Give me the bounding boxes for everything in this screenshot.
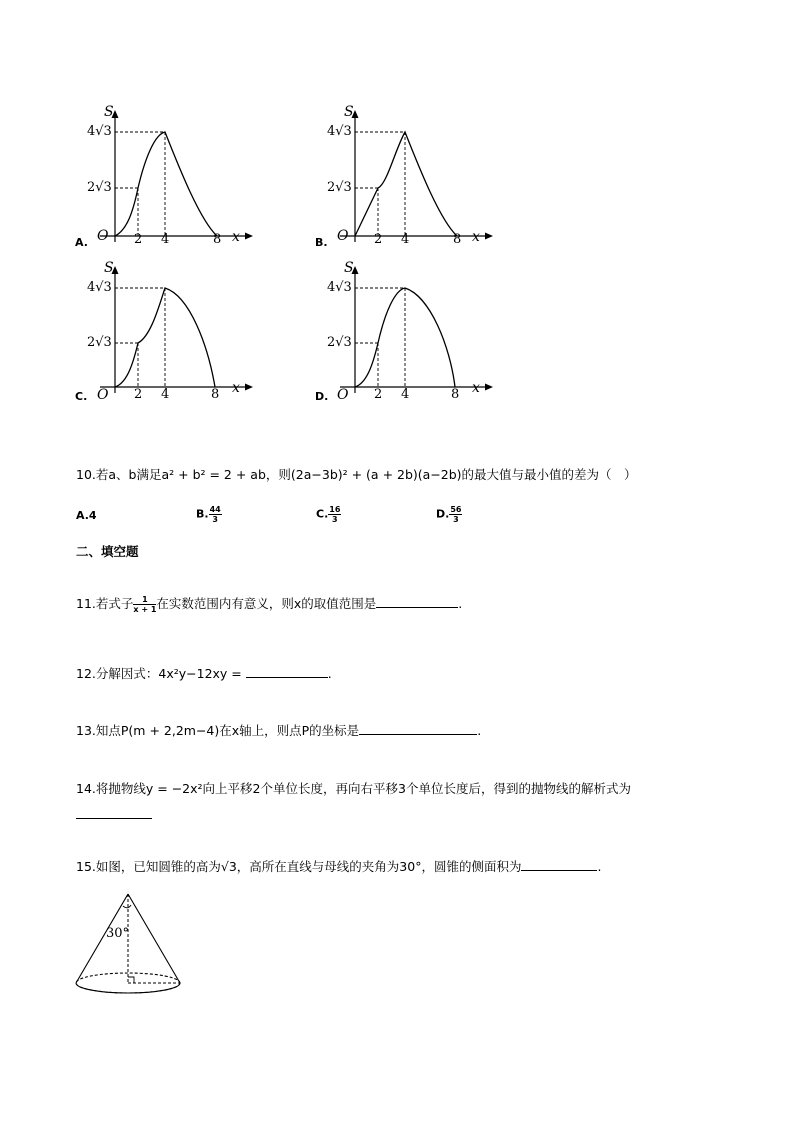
cone-angle-label: 30° (106, 926, 130, 941)
graph-a-xtick-4: 4 (161, 232, 170, 247)
graph-a-label: A. (75, 236, 88, 249)
q13-text-end: . (477, 723, 482, 738)
graph-b-ytick-2r3: 2√3 (327, 180, 352, 195)
graph-b-xtick-4: 4 (401, 232, 410, 247)
section-heading-fill-in: 二、填空题 (76, 544, 139, 559)
graph-d-xlabel: x (472, 380, 480, 396)
graph-d-xtick-8: 8 (451, 387, 460, 402)
q11-frac-den: x + 1 (133, 605, 157, 614)
graph-c-ytick-4r3: 4√3 (87, 280, 112, 295)
q10-option-d-fraction (449, 505, 462, 524)
q10-option-c (316, 505, 341, 524)
q12-text-end: . (327, 666, 332, 681)
q12-text: 12.分解因式：4x²y−12xy = (76, 666, 242, 681)
q10-option-b-fraction (209, 505, 222, 524)
question-14 (76, 780, 631, 798)
q10-option-a: A.4 (76, 509, 97, 522)
q14-text: 14.将抛物线y = −2x²向上平移2个单位长度，再向右平移3个单位长度后，得到的抛物线的解析式为 (76, 781, 631, 796)
q14-answer-line[interactable] (76, 804, 152, 823)
graph-c-xtick-8: 8 (211, 387, 220, 402)
graph-b-label: B. (315, 236, 328, 249)
graph-a-ytick-4r3: 4√3 (87, 124, 112, 139)
graph-c-ytick-2r3: 2√3 (87, 335, 112, 350)
q10-option-b-den: 3 (212, 515, 218, 524)
question-10: 10.若a、b满足a² + b² = 2 + ab，则(2a−3b)² + (a + 2b)(a−2b)的最大值与最小值的差为（ ） (76, 467, 637, 482)
graph-b-origin: O (337, 228, 349, 244)
graph-c-origin: O (97, 387, 109, 403)
graph-a-xlabel: x (232, 229, 240, 245)
graph-b-xtick-8: 8 (453, 232, 462, 247)
q11-answer-blank[interactable] (376, 595, 458, 608)
q10-option-b-num: 44 (209, 505, 221, 514)
graph-b-ylabel: S (344, 104, 354, 120)
q13-text: 13.知点P(m + 2,2m−4)在x轴上，则点P的坐标是 (76, 723, 360, 738)
graph-d-ylabel: S (344, 260, 354, 276)
graph-c-ylabel: S (104, 260, 114, 276)
graph-b-xtick-2: 2 (374, 232, 383, 247)
question-11 (76, 595, 462, 614)
q14-answer-blank[interactable] (76, 806, 152, 819)
graph-c-label: C. (75, 390, 88, 403)
q15-text-end: . (597, 859, 602, 874)
q10-option-d-den: 3 (453, 515, 459, 524)
graph-c-xtick-2: 2 (134, 387, 143, 402)
question-13 (76, 722, 481, 740)
q10-option-d (436, 505, 462, 524)
q13-answer-blank[interactable] (359, 722, 477, 735)
q15-answer-blank[interactable] (521, 858, 597, 871)
graph-d-origin: O (337, 387, 349, 403)
cone-svg (72, 890, 188, 1000)
q11-text-pre: 11.若式子 (76, 596, 134, 611)
q11-frac-num: 1 (133, 595, 156, 605)
graph-c-xlabel: x (232, 380, 240, 396)
q10-option-b-prefix: B. (196, 507, 209, 521)
graph-a-xtick-8: 8 (213, 232, 222, 247)
graph-a-ylabel: S (104, 104, 114, 120)
graph-a-origin: O (97, 228, 109, 244)
graph-a-xtick-2: 2 (134, 232, 143, 247)
q15-text: 15.如图，已知圆锥的高为√3，高所在直线与母线的夹角为30°，圆锥的侧面积为 (76, 859, 522, 874)
cone-figure (72, 890, 188, 1000)
graph-option-c (75, 256, 265, 406)
q11-fraction (133, 595, 156, 614)
graph-d-xtick-4: 4 (401, 387, 410, 402)
question-12 (76, 665, 332, 683)
graph-d-ytick-4r3: 4√3 (327, 280, 352, 295)
question-15 (76, 858, 601, 876)
graph-b-ytick-4r3: 4√3 (327, 124, 352, 139)
graph-option-a (75, 100, 265, 250)
q10-option-c-prefix: C. (316, 507, 329, 521)
graph-b-xlabel: x (472, 229, 480, 245)
graph-d-ytick-2r3: 2√3 (327, 335, 352, 350)
graph-d-label: D. (315, 390, 329, 403)
q10-option-c-fraction (328, 505, 341, 524)
q10-option-c-den: 3 (332, 515, 338, 524)
graph-option-b (315, 100, 505, 250)
q11-text-end: . (458, 596, 463, 611)
graph-d-xtick-2: 2 (374, 387, 383, 402)
graph-c-xtick-4: 4 (161, 387, 170, 402)
q10-option-d-num: 56 (450, 505, 462, 514)
q10-option-b (196, 505, 222, 524)
q10-option-d-prefix: D. (436, 507, 450, 521)
q11-text-post: 在实数范围内有意义，则x的取值范围是 (156, 596, 377, 611)
graph-option-d (315, 256, 505, 406)
graph-a-ytick-2r3: 2√3 (87, 180, 112, 195)
q10-option-c-num: 16 (329, 505, 341, 514)
q12-answer-blank[interactable] (246, 665, 328, 678)
